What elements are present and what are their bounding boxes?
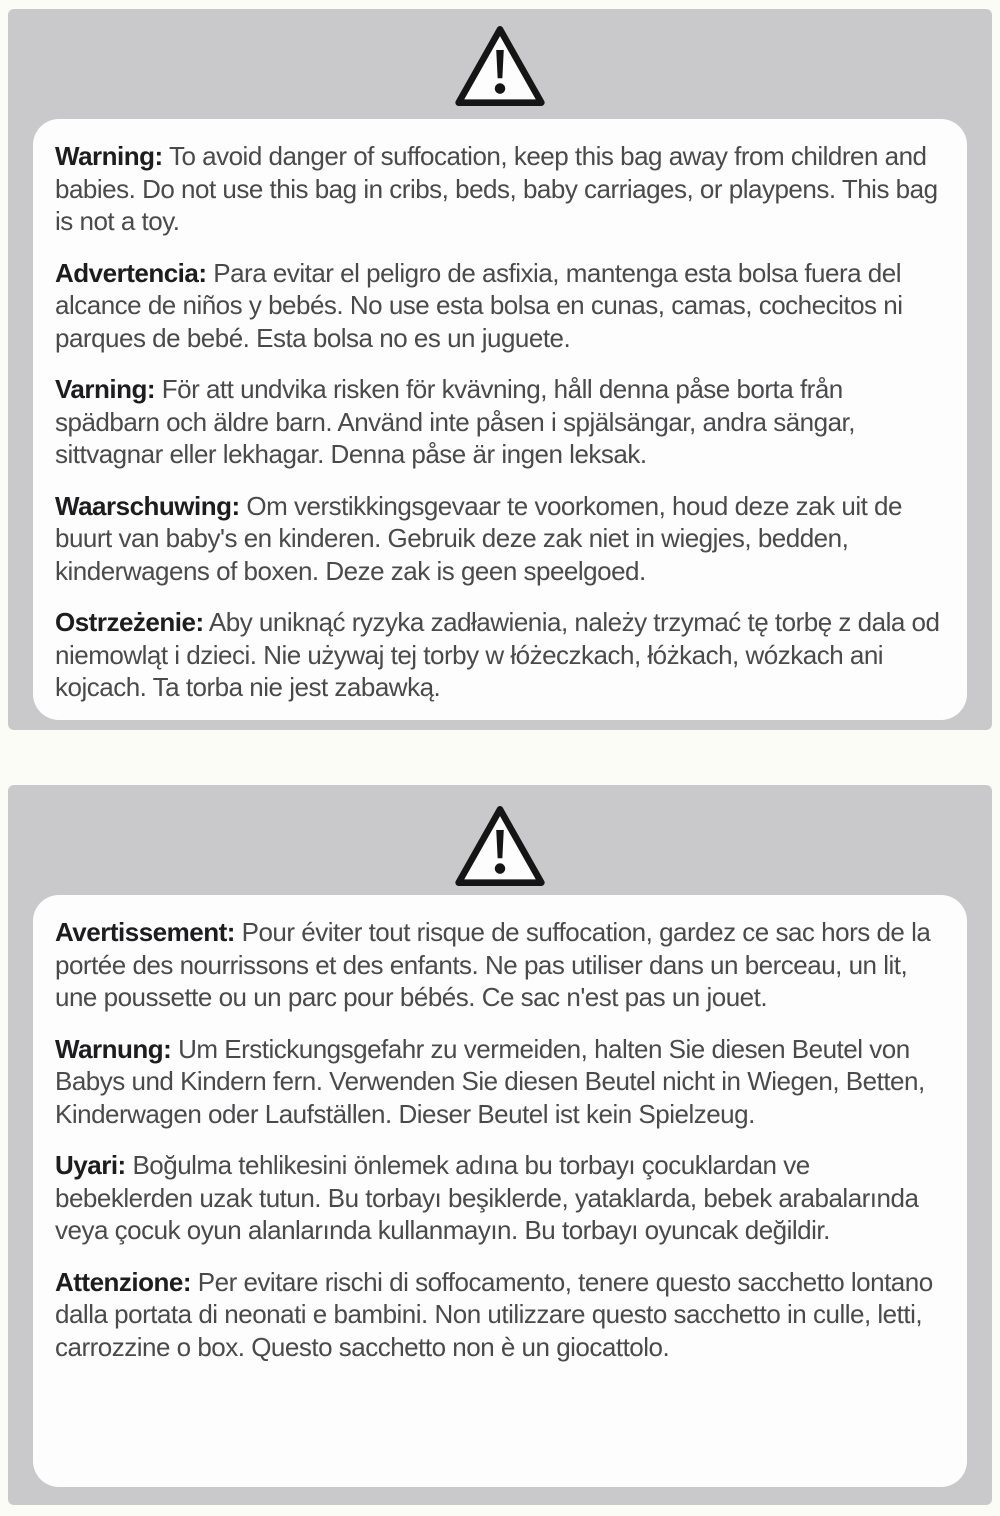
warning-label-french: Avertissement: <box>55 917 235 947</box>
warning-icon-area <box>8 9 992 119</box>
warning-paragraph-italian <box>55 1266 945 1364</box>
warning-text-french: Pour éviter tout risque de suffocation, gardez ce sac hors de la portée des nourrissons et des enfants. Ne pas utiliser dans un berceau, un lit, une poussette ou un parc pour bébés. Ce sac n'est pas un jouet. <box>55 917 931 1012</box>
warning-panel-top <box>8 9 992 730</box>
warning-text-turkish: Boğulma tehlikesini önlemek adına bu torbayı çocuklardan ve bebeklerden uzak tutun. Bu torbayı beşiklerde, yataklarda, bebek arabalarında veya çocuk oyun alanlarında kullanmayın. Bu torbayı oyuncak değildir. <box>55 1150 919 1245</box>
warning-text-spanish: Para evitar el peligro de asfixia, mantenga esta bolsa fuera del alcance de niños y bebés. No use esta bolsa en cunas, camas, cochecitos ni parques de bebé. Esta bolsa no es un juguete. <box>55 257 903 353</box>
warning-triangle-icon <box>453 21 547 111</box>
warning-paragraph-french <box>55 916 945 1014</box>
warning-label-italian: Attenzione: <box>55 1266 192 1297</box>
warning-text-swedish: För att undvika risken för kvävning, håll denna påse borta från spädbarn och äldre barn. Använd inte påsen i spjälsängar, andra sängar, sittvagnar eller lekhagar. Denna påse är ingen leksak. <box>55 374 855 469</box>
warning-panel-bottom <box>8 785 992 1505</box>
warning-paragraph-english <box>55 140 945 238</box>
warning-text-german: Um Erstickungsgefahr zu vermeiden, halten Sie diesen Beutel von Babys und Kindern fern. Verwenden Sie diesen Beutel nicht in Wiegen, Betten, Kinderwagen oder Laufställen. Dieser Beutel ist kein Spielzeug. <box>55 1033 925 1129</box>
warning-triangle-icon <box>453 801 547 891</box>
warning-label-dutch: Waarschuwing: <box>55 490 240 521</box>
warning-icon-area <box>8 785 992 895</box>
warning-label-turkish: Uyari: <box>55 1150 126 1180</box>
exclamation-dot <box>495 863 506 874</box>
warning-label-spanish: Advertencia: <box>55 257 207 288</box>
warning-text-dutch: Om verstikkingsgevaar te voorkomen, houd deze zak uit de buurt van baby's en kinderen. Gebruik deze zak niet in wiegjes, bedden, kinderwagens of boxen. Deze zak is geen speelgoed. <box>55 490 902 586</box>
warning-text-english: To avoid danger of suffocation, keep this bag away from children and babies. Do not use this bag in cribs, beds, baby carriages, or playpens. This bag is not a toy. <box>55 141 938 236</box>
warning-label-polish: Ostrzeżenie: <box>55 607 204 637</box>
warning-text-polish: Aby uniknąć ryzyka zadławienia, należy trzymać tę torbę z dala od niemowląt i dzieci. Nie używaj tej torby w łóżeczkach, łóżkach, wózkach ani kojcach. Ta torba nie jest zabawką. <box>55 607 940 702</box>
warning-label-english: Warning: <box>55 141 163 171</box>
warning-paragraph-turkish <box>55 1149 945 1247</box>
warning-paragraph-spanish <box>55 257 945 355</box>
exclamation-dot <box>495 83 506 94</box>
warning-paragraph-german <box>55 1033 945 1131</box>
warning-card-bottom <box>33 895 967 1487</box>
warning-label-swedish: Varning: <box>55 374 156 404</box>
warning-text-italian: Per evitare rischi di soffocamento, tenere questo sacchetto lontano dalla portata di neonati e bambini. Non utilizzare questo sacchetto in culle, letti, carrozzine o box. Questo sacchetto non è un giocattolo. <box>55 1266 933 1362</box>
warning-paragraph-dutch <box>55 490 945 588</box>
warning-paragraph-swedish <box>55 373 945 471</box>
warning-paragraph-polish <box>55 606 945 704</box>
warning-card-top <box>33 119 967 720</box>
warning-label-german: Warnung: <box>55 1033 172 1064</box>
